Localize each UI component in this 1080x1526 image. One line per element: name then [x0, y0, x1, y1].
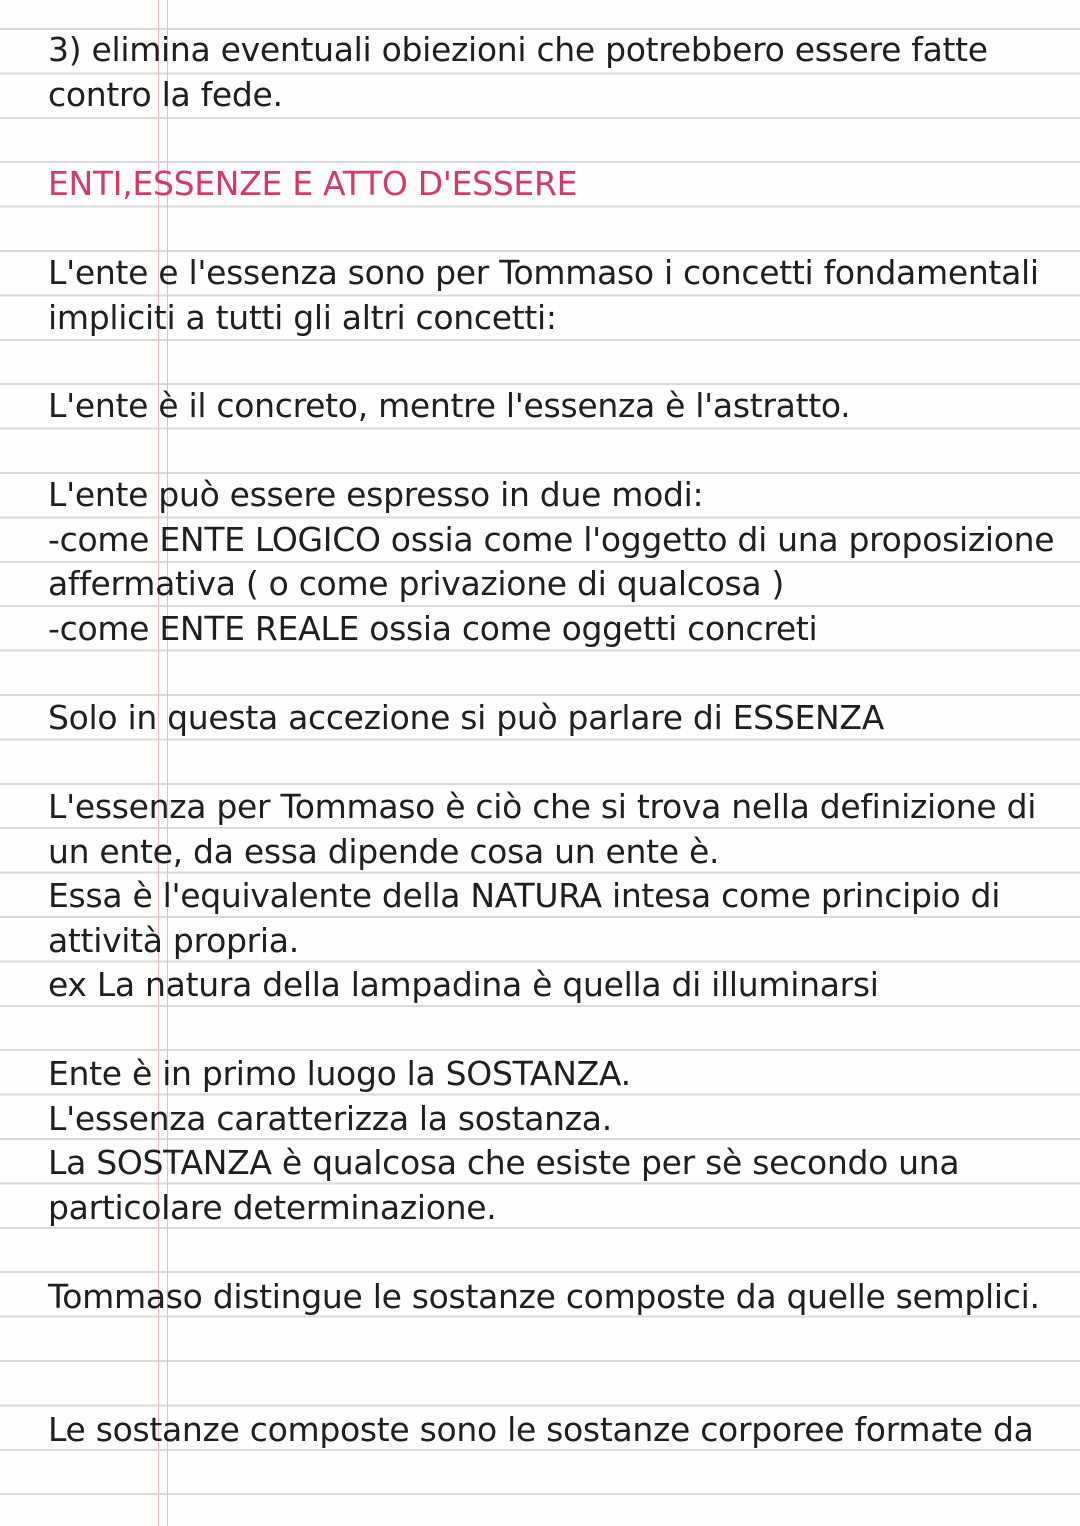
text-line: particolare determinazione.: [48, 1188, 497, 1227]
text-line: L'ente è il concreto, mentre l'essenza è l'astratto.: [48, 386, 851, 425]
text-line: un ente, da essa dipende cosa un ente è.: [48, 832, 720, 871]
text-line: ex La natura della lampadina è quella di illuminarsi: [48, 965, 879, 1004]
text-line: 3) elimina eventuali obiezioni che potrebbero essere fatte: [48, 30, 988, 69]
text-line: attività propria.: [48, 921, 299, 960]
text-line: -come ENTE REALE ossia come oggetti concreti: [48, 609, 818, 648]
text-line: L'essenza per Tommaso è ciò che si trova nella definizione di: [48, 787, 1037, 826]
text-line: Le sostanze composte sono le sostanze corporee formate da: [48, 1410, 1034, 1449]
text-line: Solo in questa accezione si può parlare di ESSENZA: [48, 698, 884, 737]
text-line: La SOSTANZA è qualcosa che esiste per sè secondo una: [48, 1143, 960, 1182]
text-line: contro la fede.: [48, 75, 283, 114]
text-line: Tommaso distingue le sostanze composte da quelle semplici.: [48, 1277, 1040, 1316]
text-line: L'essenza caratterizza la sostanza.: [48, 1099, 612, 1138]
text-line: impliciti a tutti gli altri concetti:: [48, 298, 557, 337]
section-heading: ENTI,ESSENZE E ATTO D'ESSERE: [48, 164, 578, 203]
text-line: affermativa ( o come privazione di qualcosa ): [48, 564, 785, 603]
text-line: Ente è in primo luogo la SOSTANZA.: [48, 1054, 631, 1093]
text-line: -come ENTE LOGICO ossia come l'oggetto di una proposizione: [48, 520, 1055, 559]
text-line: L'ente e l'essenza sono per Tommaso i concetti fondamentali: [48, 253, 1039, 292]
text-line: Essa è l'equivalente della NATURA intesa come principio di: [48, 876, 1001, 915]
text-line: L'ente può essere espresso in due modi:: [48, 475, 704, 514]
